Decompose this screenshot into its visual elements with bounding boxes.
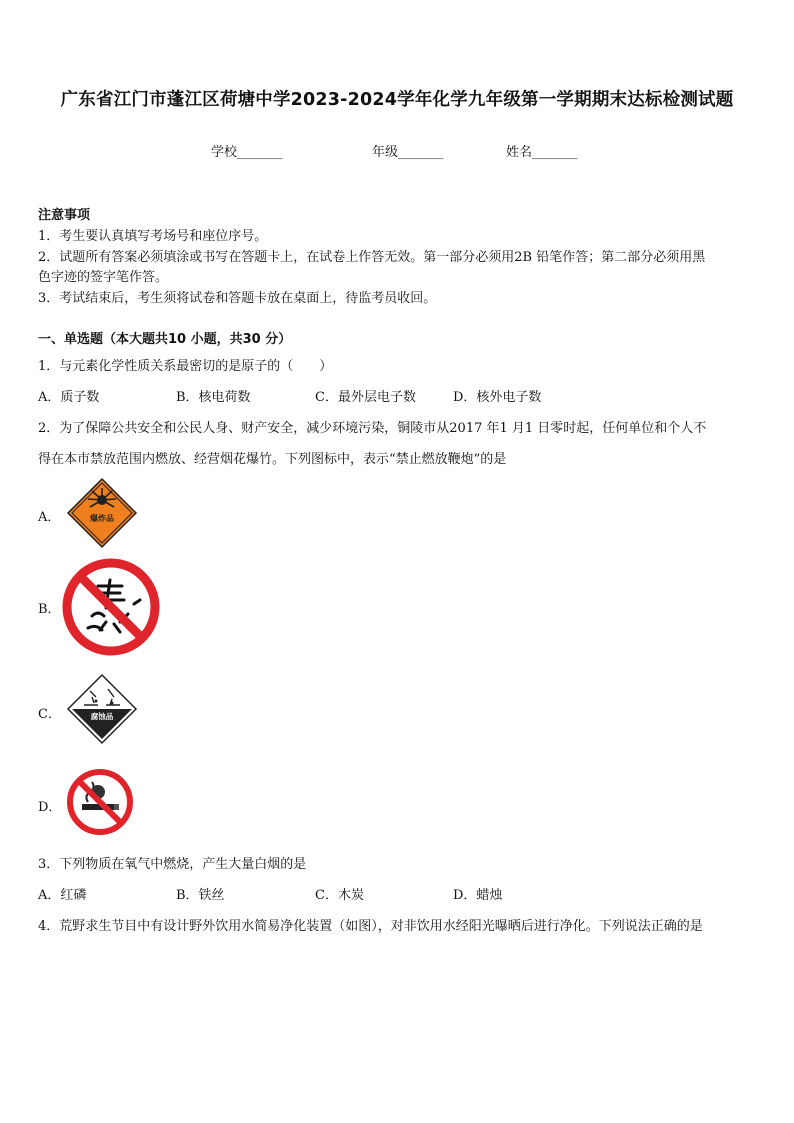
sign-c-text: 腐蚀品 bbox=[90, 712, 114, 721]
q3-option-a: A．红磷 bbox=[38, 888, 87, 903]
school-field: 学校_______ bbox=[211, 145, 283, 160]
notice-item: 2．试题所有答案必须填涂或书写在答题卡上，在试卷上作答无效。第一部分必须用2B 铅笔作答；第二部分必须用黑 bbox=[38, 250, 706, 265]
q2-option-c-label: C． bbox=[38, 707, 61, 722]
q3-option-c: C．木炭 bbox=[315, 888, 364, 903]
q1-option-d: D．核外电子数 bbox=[453, 390, 542, 405]
q3-stem: 3．下列物质在氧气中燃烧，产生大量白烟的是 bbox=[38, 857, 307, 872]
name-field: 姓名_______ bbox=[506, 145, 578, 160]
grade-field: 年级_______ bbox=[372, 145, 444, 160]
notice-item: 3．考试结束后，考生须将试卷和答题卡放在桌面上，待监考员收回。 bbox=[38, 291, 437, 306]
q2-option-d-label: D． bbox=[38, 800, 62, 815]
no-firecrackers-icon bbox=[62, 558, 160, 656]
no-smoking-icon bbox=[66, 768, 134, 836]
notice-item: 色字迹的签字笔作答。 bbox=[38, 270, 169, 285]
explosive-hazard-icon bbox=[66, 477, 138, 549]
notice-item: 1．考生要认真填写考场号和座位序号。 bbox=[38, 229, 268, 244]
corrosive-hazard-icon bbox=[66, 673, 138, 745]
q1-option-c: C．最外层电子数 bbox=[315, 390, 416, 405]
q3-option-d: D．蜡烛 bbox=[453, 888, 503, 903]
q4-stem: 4．荒野求生节目中有设计野外饮用水简易净化装置（如图），对非饮用水经阳光曝晒后进行净化。下列说法正确的是 bbox=[38, 919, 703, 934]
q2-option-b-label: B． bbox=[38, 602, 61, 617]
q2-stem-line2: 得在本市禁放范围内燃放、经营烟花爆竹。下列图标中，表示“禁止燃放鞭炮”的是 bbox=[38, 452, 507, 467]
sign-a-text: 爆炸品 bbox=[90, 514, 114, 523]
q3-option-b: B．铁丝 bbox=[176, 888, 225, 903]
q1-stem: 1．与元素化学性质关系最密切的是原子的（ ） bbox=[38, 359, 333, 374]
section-heading: 一、单选题（本大题共10 小题，共30 分） bbox=[38, 332, 292, 347]
q1-option-b: B．核电荷数 bbox=[176, 390, 251, 405]
q1-option-a: A．质子数 bbox=[38, 390, 100, 405]
q2-option-a-label: A． bbox=[38, 510, 61, 525]
q2-stem-line1: 2．为了保障公共安全和公民人身、财产安全，减少环境污染，铜陵市从2017 年1 月1 日零时起，任何单位和个人不 bbox=[38, 421, 707, 436]
notice-heading: 注意事项 bbox=[38, 208, 91, 223]
exam-title: 广东省江门市蓬江区荷塘中学2023-2024学年化学九年级第一学期期末达标检测试题 bbox=[60, 90, 734, 110]
